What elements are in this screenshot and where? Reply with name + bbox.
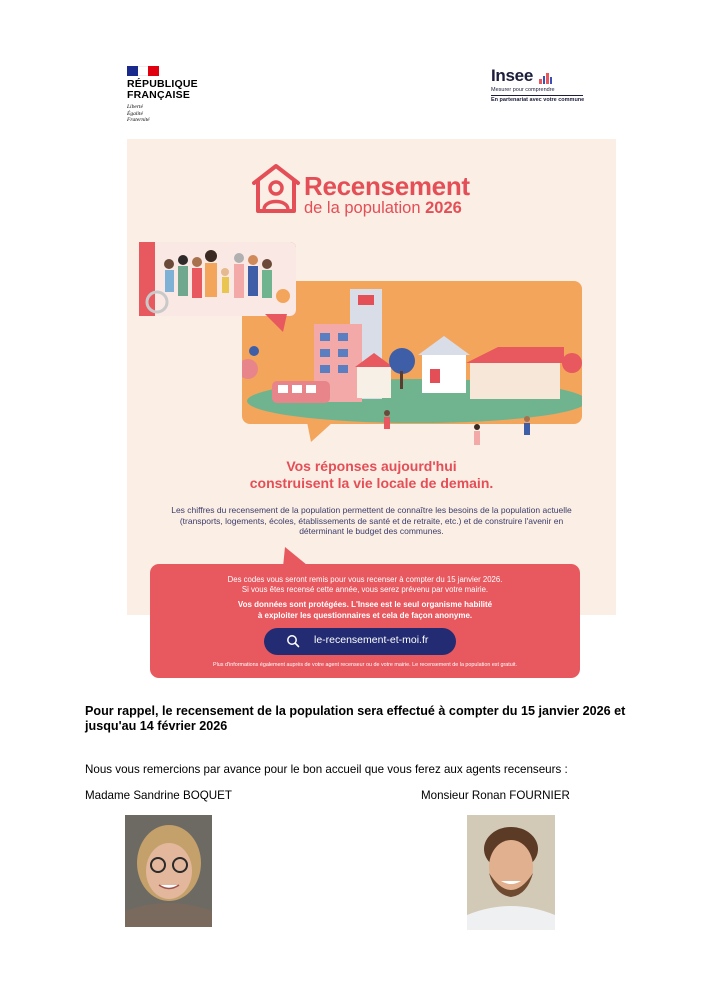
info-panel — [150, 564, 580, 678]
website-link[interactable]: le-recensement-et-moi.fr — [314, 634, 429, 646]
speech-tail-icon — [265, 314, 287, 332]
republique-title: RÉPUBLIQUE FRANÇAISE — [127, 78, 198, 101]
codes-info: Des codes vous seront remis pour vous recenser à compter du 15 janvier 2026. Si vous êtes recensé cette année, vous serez prévenu par votre mairie. — [227, 575, 503, 594]
insee-logo — [491, 66, 586, 103]
census-poster — [127, 139, 616, 615]
poster-description: Les chiffres du recensement de la population permettent de connaître les besoins de la population actuelle (transports, logements, écoles, établissements de santé et de retraite, etc.) et de construire l'avenir en déterminant le budget des communes. — [171, 505, 572, 536]
people-illustration — [139, 242, 296, 316]
agent-photo-2 — [467, 815, 555, 930]
insee-divider — [491, 95, 583, 96]
agent-portrait-man — [467, 815, 555, 930]
agent-name-1: Madame Sandrine BOQUET — [85, 789, 232, 802]
thanks-text: Nous vous remercions par avance pour le bon accueil que vous ferez aux agents recenseurs : — [85, 763, 568, 776]
republique-francaise-logo — [127, 66, 217, 124]
republique-devise: Liberté Égalité Fraternité — [127, 104, 150, 123]
poster-subtitle: de la population 2026 — [304, 199, 462, 217]
search-icon — [286, 634, 300, 648]
insee-wordmark: Insee — [491, 66, 533, 85]
census-reminder: Pour rappel, le recensement de la population sera effectué à compter du 15 janvier 2026 et jusqu'au 14 février 2026 — [85, 704, 626, 733]
pedestrians-illustration — [377, 409, 547, 454]
poster-slogan: Vos réponses aujourd'hui construisent la vie locale de demain. — [249, 458, 494, 491]
data-protection-info: Vos données sont protégées. L'Insee est le seul organisme habilité à exploiter les questionnaires et cela de façon anonyme. — [237, 600, 493, 620]
info-footnote: Plus d'informations également auprès de votre agent recenseur ou de votre mairie. Le recensement de la population est gratuit. — [213, 662, 517, 668]
insee-tagline: Mesurer pour comprendre — [491, 87, 555, 93]
website-search-button[interactable] — [264, 628, 456, 655]
house-person-icon — [251, 163, 301, 215]
agent-portrait-woman — [125, 815, 212, 927]
french-flag-icon — [127, 66, 159, 76]
insee-partner: En partenariat avec votre commune — [491, 96, 585, 103]
agent-photo-1 — [125, 815, 212, 927]
poster-title: Recensement — [304, 171, 470, 201]
population-group-illustration — [139, 242, 296, 316]
insee-bars-icon — [539, 66, 553, 84]
speech-tail-icon — [307, 422, 333, 442]
agent-name-2: Monsieur Ronan FOURNIER — [421, 789, 570, 802]
